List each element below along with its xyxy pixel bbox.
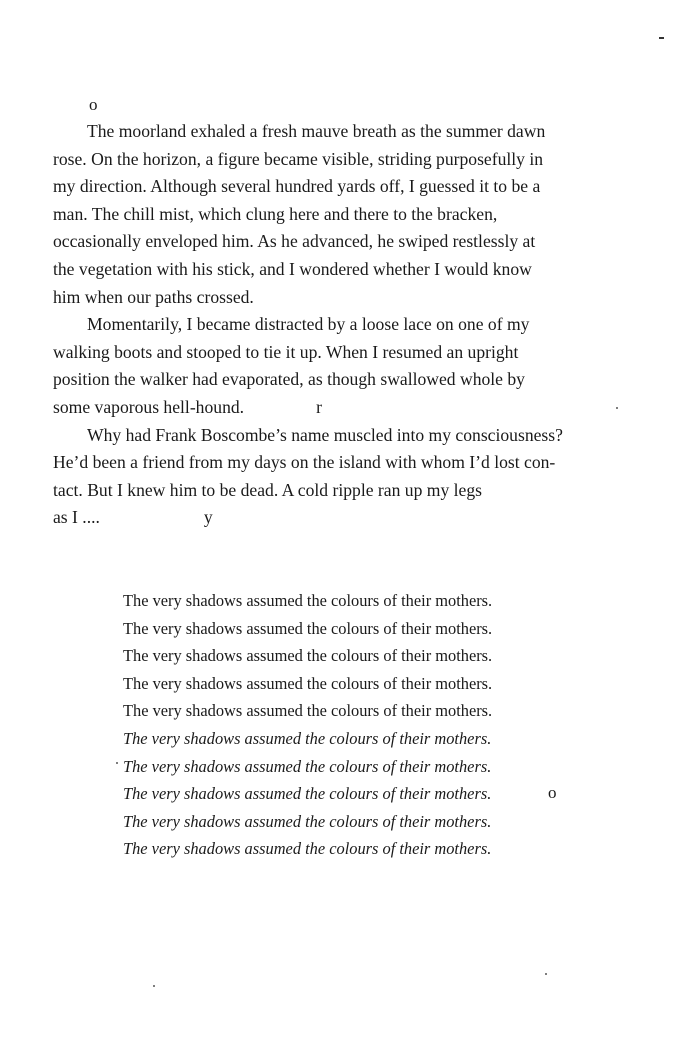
text-line: position the walker had evaporated, as though swallowed whole by [53,369,525,390]
stray-letter-o-verse: o [548,783,557,802]
text-line-content: some vaporous hell-hound. [53,396,245,417]
text-line [53,394,615,422]
verse-line-italic: The very shadows assumed the colours of their mothers. [123,756,492,776]
text-line: tact. But I knew him to be dead. A cold ripple ran up my legs [53,479,483,500]
text-line: walking boots and stooped to tie it up. When I resumed an upright [53,341,519,362]
verse-line: The very shadows assumed the colours of their mothers. [123,618,493,638]
text-line: He’d been a friend from my days on the island with whom I’d lost con- [53,452,556,473]
text-line: occasionally enveloped him. As he advanced, he swiped restlessly at [53,231,536,252]
verse-line: The very shadows assumed the colours of their mothers. [123,673,493,693]
verse-line: The very shadows assumed the colours of their mothers. [123,701,493,721]
paragraph-2 [53,311,615,421]
paragraph-1 [53,118,615,311]
text-line: him when our paths crossed. [53,286,254,307]
text-line: my direction. Although several hundred yards off, I guessed it to be a [53,176,541,197]
corner-mark [659,37,664,39]
verse-line-italic: The very shadows assumed the colours of their mothers. [123,811,492,831]
text-line-content: as I .... [53,507,100,528]
verse-line-italic: The very shadows assumed the colours of their mothers. [123,839,492,859]
prose-block [53,118,615,532]
dust-speck [116,762,118,764]
text-line [53,504,615,532]
text-line: rose. On the horizon, a figure became visible, striding purposefully in [53,148,544,169]
verse-line-italic: The very shadows assumed the colours of their mothers. [123,784,492,804]
verse-line: The very shadows assumed the colours of their mothers. [123,591,493,610]
text-line: Why had Frank Boscombe’s name muscled into my consciousness? [87,424,563,445]
stray-letter-o-top: o [89,95,98,114]
stray-letter-r: r [316,396,322,417]
verse-block [123,587,583,863]
text-line: Momentarily, I became distracted by a loose lace on one of my [87,314,530,335]
text-line: The moorland exhaled a fresh mauve breath as the summer dawn [87,121,546,141]
dust-speck [153,985,155,987]
text-line: man. The chill mist, which clung here and there to the bracken, [53,203,498,224]
verse-line-italic: The very shadows assumed the colours of their mothers. [123,728,492,748]
paragraph-3 [53,422,615,532]
stray-letter-y: y [203,507,213,528]
dust-speck [616,407,618,409]
text-line: the vegetation with his stick, and I wondered whether I would know [53,258,532,279]
dust-speck [545,973,547,975]
verse-line: The very shadows assumed the colours of their mothers. [123,646,493,666]
